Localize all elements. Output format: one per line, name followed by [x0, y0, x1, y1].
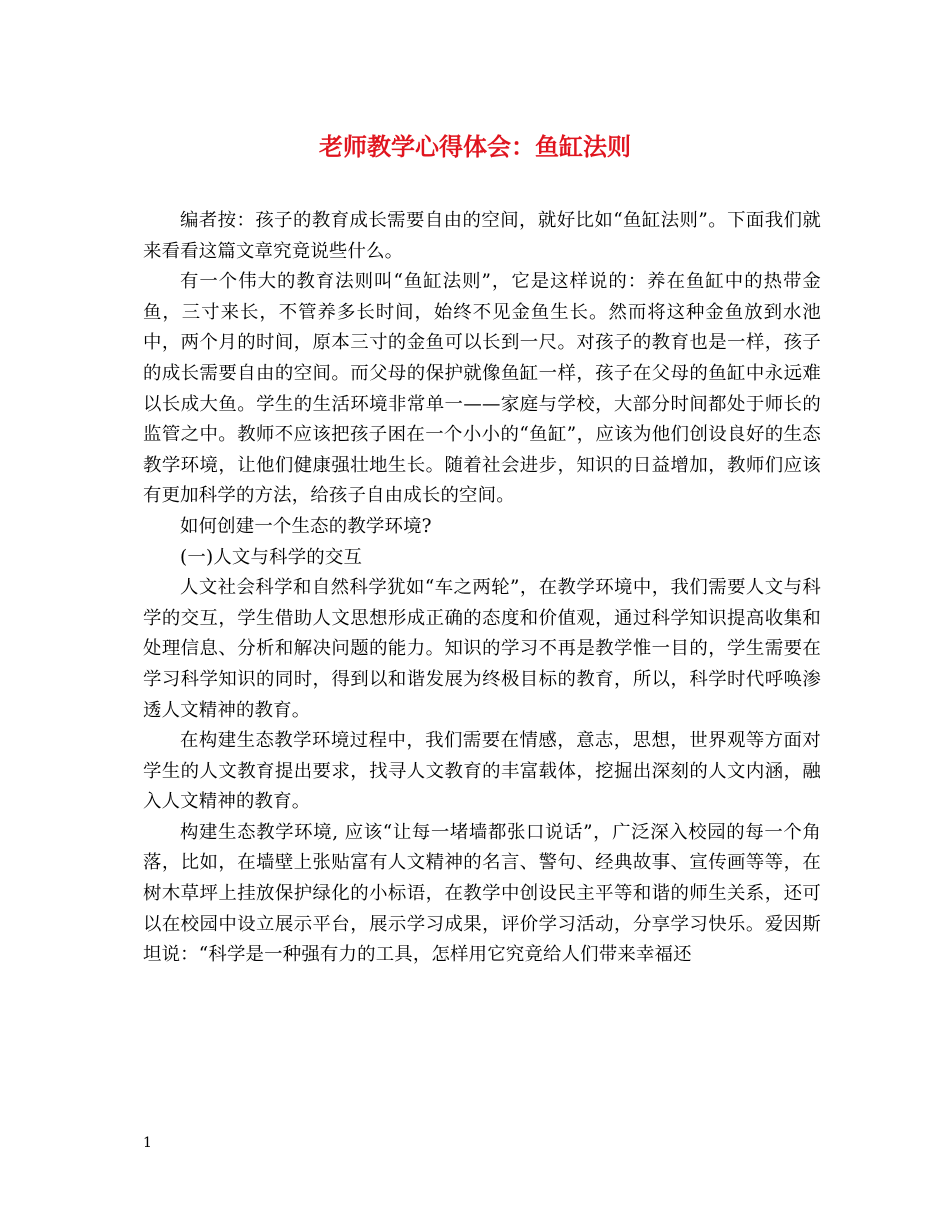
paragraph-editor-note: 编者按：孩子的教育成长需要自由的空间，就好比如“鱼缸法则”。下面我们就来看看这篇文章究竟说些什么。 [143, 210, 821, 262]
paragraph-fish-tank-law: 有一个伟大的教育法则叫“鱼缸法则”，它是这样说的：养在鱼缸中的热带金鱼，三寸来长，不管养多长时间，始终不见金鱼生长。然而将这种金鱼放到水池中，两个月的时间，原本三寸的金鱼可以长到一尺。对孩子的教育也是一样，孩子的成长需要自由的空间。而父母的保护就像鱼缸一样，孩子在父母的鱼缸中永远难以长成大鱼。学生的生活环境非常单一——家庭与学校，大部分时间都处于师长的监管之中。教师不应该把孩子困在一个小小的“鱼缸”，应该为他们创设良好的生态教学环境，让他们健康强壮地生长。随着社会进步，知识的日益增加，教师们应该有更加科学的方法，给孩子自由成长的空间。 [143, 271, 821, 507]
section-heading-humanities-science: (一)人文与科学的交互 [180, 546, 363, 568]
paragraph-humanities-science: 人文社会科学和自然科学犹如“车之两轮”，在教学环境中，我们需要人文与科学的交互，学生借助人文思想形成正确的态度和价值观，通过科学知识提高收集和处理信息、分析和解决问题的能力。知识的学习不再是教学惟一目的，学生需要在学习科学知识的同时，得到以和谐发展为终极目标的教育，所以，科学时代呼唤渗透人文精神的教育。 [143, 577, 821, 721]
document-title: 老师教学心得体会：鱼缸法则 [319, 132, 631, 161]
paragraph-campus-environment: 构建生态教学环境, 应该“让每一堵墙都张口说话”，广泛深入校园的每一个角落，比如，在墙壁上张贴富有人文精神的名言、警句、经典故事、宣传画等等，在树木草坪上挂放保护绿化的小标语，在教学中创设民主平等和谐的师生关系，还可以在校园中设立展示平台，展示学习成果，评价学习活动，分享学习快乐。爱因斯坦说：“科学是一种强有力的工具，怎样用它究竟给人们带来幸福还 [143, 821, 821, 966]
paragraph-humanistic-education: 在构建生态教学环境过程中，我们需要在情感，意志，思想，世界观等方面对学生的人文教育提出要求，找寻人文教育的丰富载体，挖掘出深刻的人文内涵，融入人文精神的教育。 [143, 730, 821, 813]
paragraph-question: 如何创建一个生态的教学环境? [180, 515, 432, 537]
page-number: 1 [143, 1135, 152, 1151]
document-body [143, 206, 821, 971]
